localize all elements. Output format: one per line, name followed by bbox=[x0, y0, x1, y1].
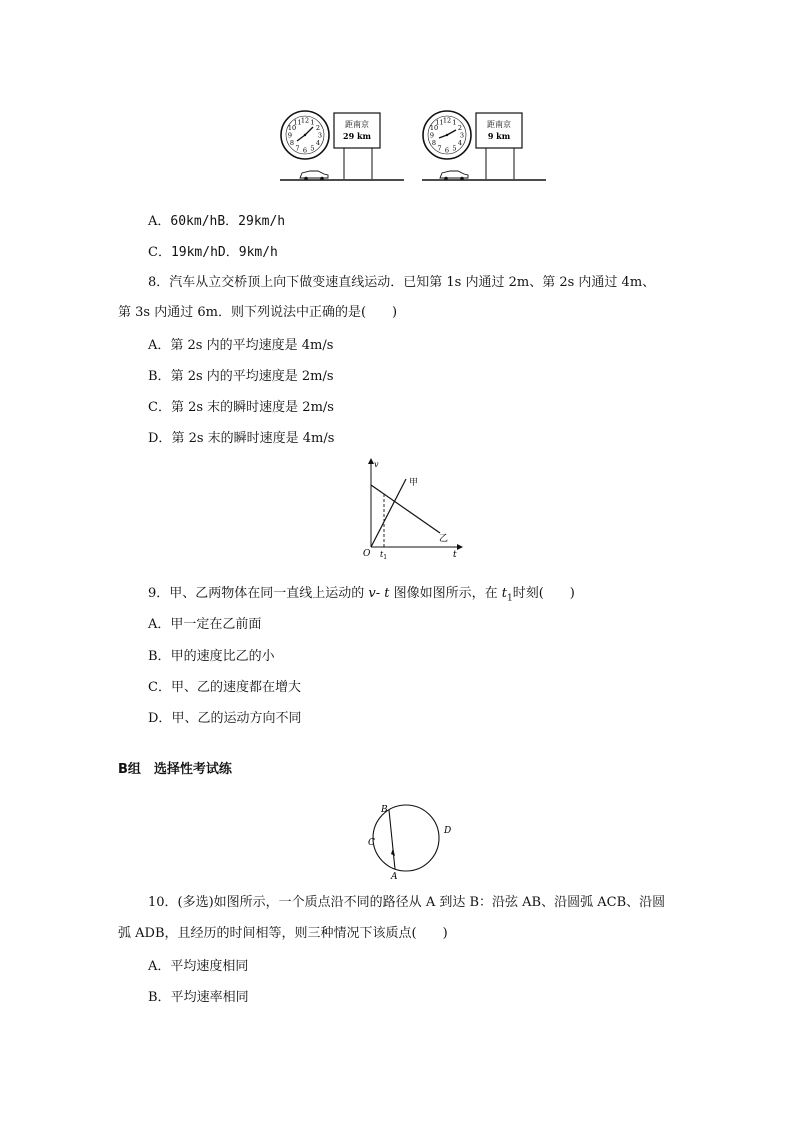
sign-right-line1: 距南京 bbox=[487, 120, 511, 129]
car-left bbox=[300, 171, 328, 180]
q8-stem-line1: 8．汽车从立交桥顶上向下做变速直线运动．已知第 1s 内通过 2m、第 2s 内通过 4m、 bbox=[148, 275, 656, 290]
clock-numeral: 7 bbox=[437, 144, 442, 153]
chord-ab bbox=[389, 810, 395, 869]
q10-option-b: B．平均速率相同 bbox=[148, 990, 249, 1005]
q7-option-ab bbox=[148, 210, 285, 229]
clock-numeral: 12 bbox=[300, 116, 310, 125]
clock-numeral: 3 bbox=[459, 131, 465, 140]
sign-right-line2: 9 km bbox=[487, 131, 511, 141]
q9-option-c: C．甲、乙的速度都在增大 bbox=[148, 680, 301, 695]
q7-option-c-text: 19km/hD．9km/h bbox=[170, 245, 278, 260]
q8-option-a: A．第 2s 内的平均速度是 4m/s bbox=[148, 338, 334, 353]
clock-numeral: 7 bbox=[295, 144, 300, 153]
clock-numeral: 10 bbox=[287, 123, 297, 132]
clock-numeral: 12 bbox=[442, 116, 452, 125]
clock-numeral: 8 bbox=[289, 138, 295, 147]
section-b-title: B组 选择性考试练 bbox=[118, 762, 232, 777]
vt-origin-label: O bbox=[363, 549, 371, 559]
circle-figure bbox=[364, 800, 459, 880]
clock-numeral: 1 bbox=[310, 118, 315, 127]
clock-left bbox=[281, 111, 329, 159]
vt-t1-label: t bbox=[380, 550, 384, 559]
vt-axis-t-label: t bbox=[453, 550, 457, 560]
clock-numeral: 11 bbox=[293, 118, 302, 127]
car-right bbox=[440, 171, 468, 180]
clock-numeral: 8 bbox=[431, 138, 437, 147]
q8-option-d: D．第 2s 末的瞬时速度是 4m/s bbox=[148, 431, 335, 446]
vt-t1-sub: 1 bbox=[383, 554, 388, 561]
clock-numeral: 9 bbox=[429, 131, 435, 140]
vt-jia-label: 甲 bbox=[409, 478, 419, 488]
clock-numeral: 11 bbox=[435, 118, 444, 127]
vt-graph bbox=[360, 455, 470, 565]
clock-numeral: 5 bbox=[452, 144, 457, 153]
speed-figure-right bbox=[422, 105, 552, 190]
q8-option-c: C．第 2s 末的瞬时速度是 2m/s bbox=[148, 400, 334, 415]
point-d-label: D bbox=[444, 826, 452, 836]
clock-numeral: 2 bbox=[315, 123, 321, 132]
q7-option-a-label: A． bbox=[148, 214, 171, 229]
q8-option-b: B．第 2s 内的平均速度是 2m/s bbox=[148, 369, 334, 384]
clock-numeral: 3 bbox=[317, 131, 323, 140]
q8-stem-line2: 第 3s 内通过 6m．则下列说法中正确的是( ) bbox=[118, 305, 398, 320]
speed-figure bbox=[280, 105, 410, 190]
vt-yi-label: 乙 bbox=[439, 534, 449, 544]
q9-stem: 9．甲、乙两物体在同一直线上运动的 v- t 图像如图所示，在 $t_1$时刻( ) bbox=[148, 586, 575, 604]
clock-numeral: 4 bbox=[457, 138, 463, 147]
q9-option-b: B．甲的速度比乙的小 bbox=[148, 649, 275, 664]
svg-text:t1 bbox=[380, 550, 387, 561]
q7-option-c-label: C． bbox=[148, 245, 171, 260]
q10-stem-line1: 10．(多选)如图所示，一个质点沿不同的路径从 A 到达 B：沿弦 AB、沿圆弧 ACB、沿圆 bbox=[148, 895, 666, 910]
clock-numeral: 9 bbox=[287, 131, 293, 140]
clock-numeral: 6 bbox=[302, 146, 308, 155]
sign-left-line1: 距南京 bbox=[345, 120, 369, 129]
clock-numeral: 5 bbox=[310, 144, 315, 153]
point-b-label: B bbox=[381, 805, 388, 815]
clock-right bbox=[423, 111, 471, 159]
clock-numeral: 10 bbox=[429, 123, 439, 132]
clock-numeral: 6 bbox=[444, 146, 450, 155]
sign-left bbox=[334, 113, 380, 179]
q10-option-a: A．平均速度相同 bbox=[148, 959, 249, 974]
q9-option-a: A．甲一定在乙前面 bbox=[148, 617, 262, 632]
clock-numeral: 1 bbox=[452, 118, 457, 127]
q7-option-cd bbox=[148, 241, 278, 260]
q9-option-d: D．甲、乙的运动方向不同 bbox=[148, 711, 302, 726]
q7-option-a-text: 60km/hB．29km/h bbox=[170, 214, 286, 229]
sign-right bbox=[476, 113, 522, 179]
vt-axis-v-label: v bbox=[374, 460, 379, 469]
sign-left-line2: 29 km bbox=[343, 131, 371, 141]
point-a-label: A bbox=[391, 872, 398, 880]
point-c-label: C bbox=[368, 838, 375, 848]
clock-numeral: 2 bbox=[457, 123, 463, 132]
q10-stem-line2: 弧 ADB，且经历的时间相等，则三种情况下该质点( ) bbox=[118, 926, 448, 941]
clock-numeral: 4 bbox=[315, 138, 321, 147]
